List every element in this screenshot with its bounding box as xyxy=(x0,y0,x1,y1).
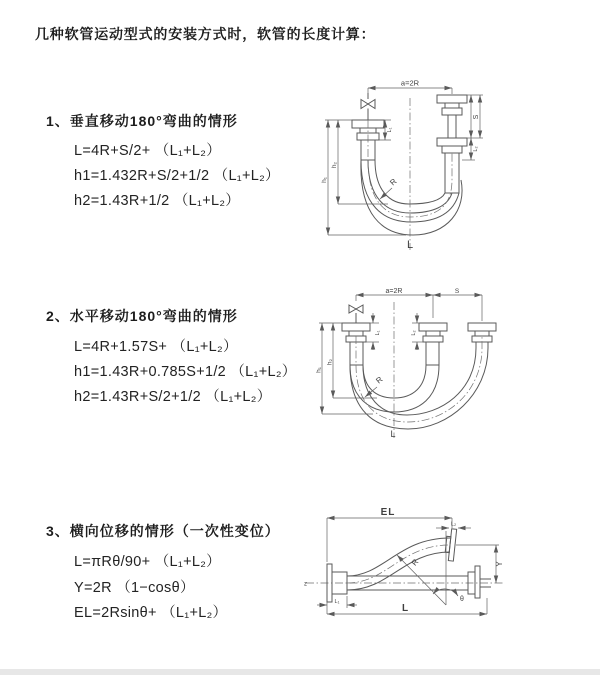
formula-line: L=πRθ/90+ （L₁+L₂） xyxy=(74,554,221,570)
valve-icon xyxy=(361,93,375,120)
dim-label-a2r: a=2R xyxy=(385,287,403,295)
section-3-heading: 3、横向位移的情形（一次性变位） xyxy=(46,523,280,539)
radius-label: R xyxy=(409,557,421,568)
braid-section xyxy=(350,342,363,365)
radius-label: R xyxy=(388,176,399,188)
angle-label: θ xyxy=(460,596,464,603)
formula-line: h1=1.432R+S/2+1/2 （L₁+L₂） xyxy=(74,168,280,184)
radius-callout xyxy=(380,177,399,199)
right-pipe xyxy=(437,95,467,193)
dim-l1 xyxy=(317,596,357,608)
dim-y xyxy=(495,545,504,583)
formula-line: L=4R+S/2+ （L₁+L₂） xyxy=(74,143,222,159)
formula-line: EL=2Rsinθ+ （L₁+L₂） xyxy=(74,605,228,621)
scan-edge xyxy=(0,669,600,675)
straight-pipe xyxy=(347,566,491,598)
dim-label-a2r: a=2R xyxy=(400,78,420,88)
dim-label-s: S xyxy=(473,114,480,120)
dim-label-h1: h₁ xyxy=(315,367,323,373)
formula-line: L=4R+1.57S+ （L₁+L₂） xyxy=(74,339,238,355)
formula-line: h2=1.43R+1/2 （L₁+L₂） xyxy=(74,193,241,209)
dim-a2r xyxy=(356,288,433,318)
diagram-horizontal-180-bend xyxy=(313,288,508,450)
dim-label-l1: L₁ xyxy=(375,330,381,336)
valve-icon xyxy=(349,305,363,323)
dim-h1 xyxy=(321,120,406,235)
diagram-vertical-180-bend xyxy=(318,80,490,260)
hose-u-bend xyxy=(361,120,462,235)
dim-a2r xyxy=(368,79,452,95)
displaced-hose xyxy=(347,538,450,590)
braid-section xyxy=(426,342,439,365)
radius-label: R xyxy=(374,374,385,386)
length-label: L xyxy=(401,603,409,614)
angle-callout xyxy=(433,589,464,603)
dim-label-l2: L₂ xyxy=(411,330,417,336)
formula-line: Y=2R （1−cosθ） xyxy=(74,580,195,596)
hose-u-bends xyxy=(350,336,488,429)
dim-label-s: S xyxy=(454,287,460,295)
dim-label-l2: L₂ xyxy=(473,146,479,152)
diagram-lateral-displacement xyxy=(300,501,510,661)
page-title: 几种软管运动型式的安装方式时，软管的长度计算： xyxy=(35,26,376,42)
dim-l2 xyxy=(436,522,471,529)
dim-label-l1: L₁ xyxy=(387,127,393,133)
length-label: L xyxy=(390,429,396,439)
middle-hose-fitting xyxy=(419,323,447,365)
section-1-heading: 1、垂直移动180°弯曲的情形 xyxy=(46,113,238,129)
dim-l2 xyxy=(471,138,479,160)
formula-line: h1=1.43R+0.785S+1/2 （L₁+L₂） xyxy=(74,364,297,380)
formula-line: h2=1.43R+S/2+1/2 （L₁+L₂） xyxy=(74,389,272,405)
dim-s xyxy=(433,288,482,321)
dim-label-h2: h₂ xyxy=(331,161,338,169)
dim-label-y: Y xyxy=(495,561,504,567)
dim-label-h1: h₁ xyxy=(321,177,328,183)
dim-label-h2: h₂ xyxy=(326,358,334,366)
dim-label-l2: L₂ xyxy=(450,521,457,528)
dim-label-l1: L₁ xyxy=(334,599,340,605)
length-label: L xyxy=(406,239,414,251)
section-2-heading: 2、水平移动180°弯曲的情形 xyxy=(46,308,238,324)
dim-label-el: EL xyxy=(380,507,396,518)
axis-mark-label: z xyxy=(304,581,307,588)
